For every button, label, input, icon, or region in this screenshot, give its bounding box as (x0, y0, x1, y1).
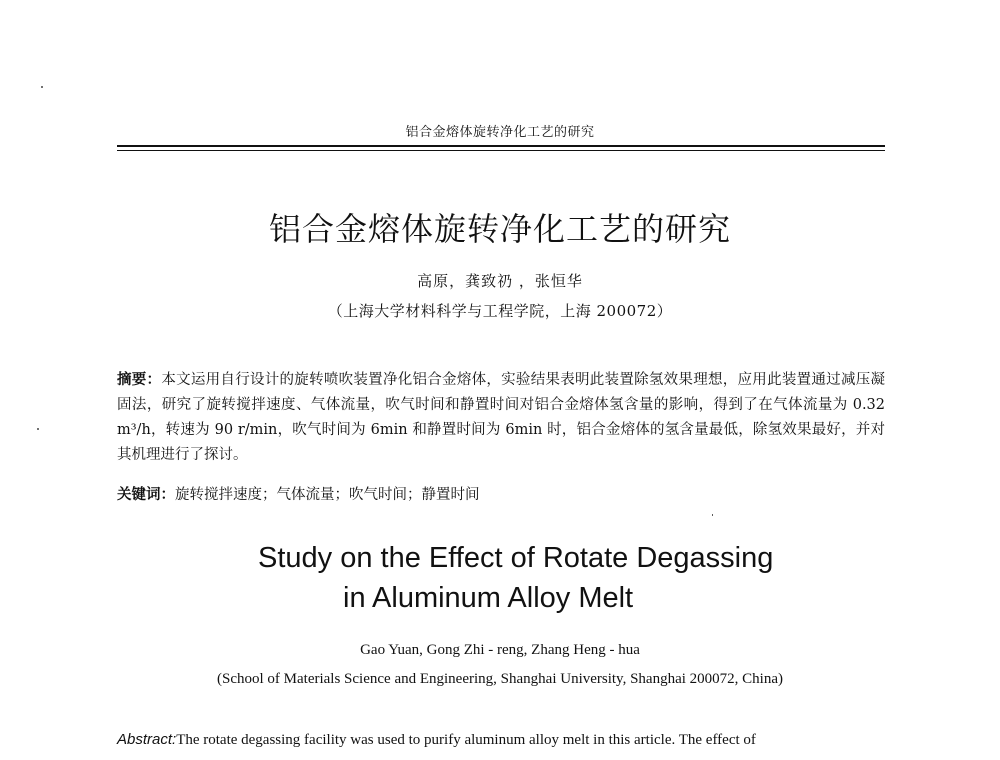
english-authors: Gao Yuan, Gong Zhi - reng, Zhang Heng - hua (360, 642, 640, 658)
chinese-keywords-text: 旋转搅拌速度；气体流量；吹气时间；静置时间 (175, 487, 480, 503)
scan-speck (37, 428, 39, 430)
chinese-abstract-text: 本文运用自行设计的旋转喷吹装置净化铝合金熔体，实验结果表明此装置除氢效果理想，应用此装置通过减压凝固法，研究了旋转搅拌速度、气体流量，吹气时间和静置时间对铝合金熔体氢含量的影响，得到了在气体流量为 0.32 m³/h，转速为 90 r/min，吹气时间为 6min 和静置时间为 6min 时，铝合金熔体的氢含量最低，除氢效果最好，并对其机理进行了探讨。 (117, 372, 886, 463)
running-header: 铝合金熔体旋转净化工艺的研究 (405, 125, 595, 140)
chinese-abstract (117, 367, 885, 468)
chinese-title: 铝合金熔体旋转净化工艺的研究 (268, 210, 731, 248)
header-rule-thick (117, 145, 885, 147)
chinese-abstract-label: 摘要： (117, 371, 162, 388)
english-abstract (117, 728, 885, 752)
chinese-keywords-label: 关键词： (117, 486, 175, 503)
english-abstract-text: The rotate degassing facility was used to purify aluminum alloy melt in this article. The effect of (176, 732, 756, 748)
scan-speck (41, 86, 43, 88)
scan-speck (712, 514, 713, 516)
chinese-affiliation: （上海大学材料科学与工程学院，上海 200072） (327, 302, 673, 320)
chinese-authors: 高原，龚致礽 ，张恒华 (417, 272, 583, 290)
english-title (0, 538, 1000, 618)
english-title-line-2: in Aluminum Alloy Melt (343, 582, 634, 614)
english-affiliation: (School of Materials Science and Engineering, Shanghai University, Shanghai 200072, China) (217, 671, 783, 687)
english-abstract-label: Abstract: (117, 731, 177, 748)
header-rule-thin (117, 150, 885, 151)
chinese-keywords (117, 482, 885, 508)
english-title-line-1: Study on the Effect of Rotate Degassing (258, 542, 774, 574)
